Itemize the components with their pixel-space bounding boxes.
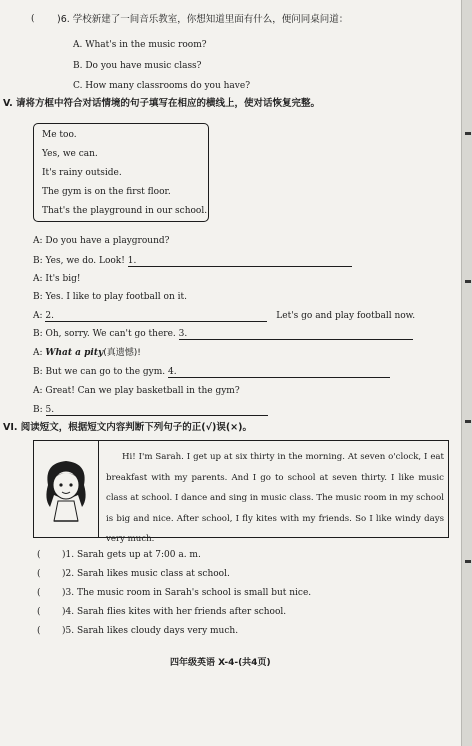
sentence-box xyxy=(33,123,209,222)
q6-option-c: C. How many classrooms do you have? xyxy=(73,81,251,91)
page-footer: 四年级英语 X-4-(共4页) xyxy=(170,658,271,668)
binding-edge xyxy=(461,0,472,746)
answer-blank-2[interactable] xyxy=(45,311,267,322)
statement-2: )2. Sarah likes music class at school. xyxy=(62,569,230,579)
q6-stem: )6. 学校新建了一间音乐教室，你想知道里面有什么，便问同桌问道： xyxy=(57,14,349,25)
dialogue-line-2 xyxy=(33,256,352,267)
blank-number: 5. xyxy=(45,405,55,415)
statement-4: )4. Sarah flies kites with her friends after school. xyxy=(62,607,287,617)
dialogue-line-7 xyxy=(33,348,141,359)
dialogue-line-1: A: Do you have a playground? xyxy=(33,236,170,246)
edge-mark xyxy=(465,420,471,423)
q6-paren: ( xyxy=(31,14,35,24)
blank-number: 1. xyxy=(127,256,137,266)
dialogue-italic: What a pity xyxy=(45,348,104,358)
statement-5: )5. Sarah likes cloudy days very much. xyxy=(62,626,239,636)
answer-blank-3[interactable] xyxy=(179,329,413,340)
dialogue-text: B: Oh, sorry. We can't go there. xyxy=(33,329,179,339)
blank-number: 4. xyxy=(168,367,177,377)
section6-heading: VI. 阅读短文，根据短文内容判断下列句子的正(√)误(×)。 xyxy=(3,422,252,433)
dialogue-line-8 xyxy=(33,367,390,378)
dialogue-text: B: Yes, we do. Look! xyxy=(33,256,128,266)
blank-number: 2. xyxy=(45,311,54,321)
statement-paren: ( xyxy=(37,607,41,617)
answer-blank-1[interactable] xyxy=(128,256,352,267)
dialogue-text: (真遗憾)! xyxy=(103,348,141,358)
dialogue-text: A: xyxy=(33,311,46,321)
statement-3: )3. The music room in Sarah's school is small but nice. xyxy=(62,588,312,598)
dialogue-text: A: xyxy=(33,348,46,358)
dialogue-text: Let's go and play football now. xyxy=(276,311,416,321)
statement-paren: ( xyxy=(37,626,41,636)
answer-blank-5[interactable] xyxy=(46,405,268,416)
dialogue-line-9: A: Great! Can we play basketball in the gym? xyxy=(33,386,240,396)
box-sentence: That's the playground in our school. xyxy=(42,206,208,216)
dialogue-line-6 xyxy=(33,329,413,340)
box-sentence: Yes, we can. xyxy=(42,149,98,159)
box-sentence: It's rainy outside. xyxy=(42,168,122,178)
statement-paren: ( xyxy=(37,569,41,579)
box-sentence: Me too. xyxy=(42,130,77,140)
edge-mark xyxy=(465,560,471,563)
passage-divider xyxy=(98,441,99,537)
q6-option-a: A. What's in the music room? xyxy=(73,40,207,50)
edge-mark xyxy=(465,132,471,135)
dialogue-line-5 xyxy=(33,311,415,322)
section5-heading: V. 请将方框中符合对话情境的句子填写在相应的横线上，使对话恢复完整。 xyxy=(3,98,321,109)
reading-passage-box xyxy=(33,440,449,544)
dialogue-line-3: A: It's big! xyxy=(33,274,81,284)
dialogue-text: B: But we can go to the gym. xyxy=(33,367,168,377)
passage-body: Hi! I'm Sarah. I get up at six thirty in the morning. At seven o'clock, I eat breakfast with my parents. And I go to school at seven thirty. I like music class at school. I dance and sing in music class. The music room in my school is big and nice. After school, I fly kites with my friends. So I like windy days very much. xyxy=(106,452,444,544)
girl-illustration xyxy=(38,455,94,525)
answer-blank-4[interactable] xyxy=(168,367,390,378)
edge-mark xyxy=(465,280,471,283)
statement-1: )1. Sarah gets up at 7:00 a. m. xyxy=(62,550,201,560)
passage-text xyxy=(106,447,444,550)
q6-option-b: B. Do you have music class? xyxy=(73,61,202,71)
dialogue-line-4: B: Yes. I like to play football on it. xyxy=(33,292,187,302)
box-sentence: The gym is on the first floor. xyxy=(42,187,171,197)
dialogue-text: B: xyxy=(33,405,46,415)
statement-paren: ( xyxy=(37,588,41,598)
blank-number: 3. xyxy=(178,329,188,339)
dialogue-line-10 xyxy=(33,405,268,416)
statement-paren: ( xyxy=(37,550,41,560)
